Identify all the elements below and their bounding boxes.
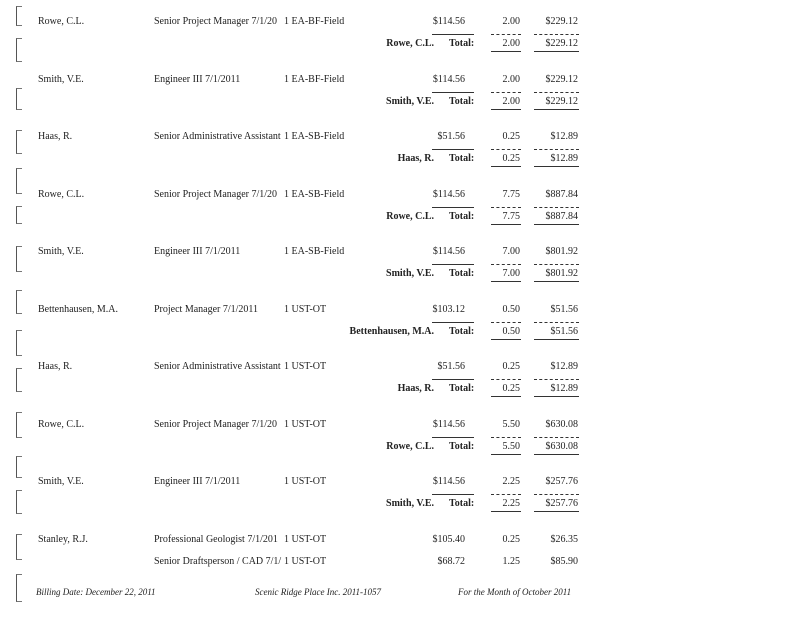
employee-title: Senior Project Manager 7/1/20 bbox=[154, 418, 278, 430]
total-rule bbox=[534, 224, 579, 225]
employee-name: Rowe, C.L. bbox=[38, 418, 85, 430]
subtotal-hours: 7.75 bbox=[502, 210, 520, 222]
employee-name: Rowe, C.L. bbox=[38, 16, 85, 27]
employee-name: Smith, V.E. bbox=[38, 73, 84, 85]
subtotal-label: Total: bbox=[449, 383, 475, 394]
hours-value: 2.00 bbox=[502, 16, 520, 27]
total-rule bbox=[491, 322, 521, 323]
subtotal-amount: $12.89 bbox=[550, 153, 578, 164]
subtotal-label: Total: bbox=[449, 268, 475, 279]
total-rule bbox=[534, 92, 579, 93]
subtotal-name: Haas, R. bbox=[397, 383, 434, 394]
billing-entry bbox=[0, 415, 800, 473]
hourly-rate: $114.56 bbox=[432, 246, 465, 257]
task-code: 1 EA-BF-Field bbox=[284, 73, 345, 85]
subtotal-hours: 2.25 bbox=[502, 498, 520, 509]
subtotal-amount: $801.92 bbox=[545, 268, 578, 279]
task-code: 1 UST-OT bbox=[284, 476, 327, 487]
billing-entry bbox=[0, 127, 800, 185]
task-code: 1 EA-BF-Field bbox=[284, 16, 345, 27]
subtotal-name: Smith, V.E. bbox=[386, 498, 434, 509]
subtotal-hours: 0.25 bbox=[502, 153, 520, 164]
billing-entry bbox=[0, 357, 800, 415]
subtotal-name: Smith, V.E. bbox=[386, 268, 434, 279]
employee-title: Senior Project Manager 7/1/20 bbox=[154, 16, 278, 27]
total-rule bbox=[432, 379, 474, 380]
total-rule bbox=[432, 92, 474, 93]
total-rule bbox=[432, 437, 474, 438]
amount-value: $630.08 bbox=[545, 418, 578, 430]
hourly-rate: $68.72 bbox=[437, 556, 465, 567]
employee-title: Senior Draftsperson / CAD 7/1/ bbox=[154, 556, 282, 567]
subtotal-amount: $12.89 bbox=[550, 383, 578, 394]
subtotal-label: Total: bbox=[449, 38, 475, 49]
hours-value: 0.25 bbox=[502, 131, 520, 142]
total-rule bbox=[432, 322, 474, 323]
amount-value: $229.12 bbox=[545, 73, 578, 85]
employee-name: Smith, V.E. bbox=[38, 246, 84, 257]
hourly-rate: $114.56 bbox=[432, 188, 465, 200]
billing-entry bbox=[0, 472, 800, 530]
employee-title: Senior Administrative Assistant bbox=[154, 131, 281, 142]
subtotal-label: Total: bbox=[449, 95, 475, 107]
employee-title: Engineer III 7/1/2011 bbox=[154, 476, 241, 487]
billing-period: For the Month of October 2011 bbox=[458, 587, 572, 597]
hours-value: 0.50 bbox=[502, 303, 520, 315]
subtotal-label: Total: bbox=[449, 440, 475, 452]
total-rule bbox=[534, 437, 579, 438]
subtotal-amount: $630.08 bbox=[545, 440, 578, 452]
employee-title: Project Manager 7/1/2011 bbox=[154, 303, 259, 315]
total-rule bbox=[491, 166, 521, 167]
subtotal-hours: 5.50 bbox=[502, 440, 520, 452]
subtotal-label: Total: bbox=[449, 153, 475, 164]
total-rule bbox=[534, 339, 579, 340]
total-rule bbox=[491, 281, 521, 282]
total-rule bbox=[534, 322, 579, 323]
hourly-rate: $114.56 bbox=[432, 73, 465, 85]
amount-value: $85.90 bbox=[550, 556, 578, 567]
hourly-rate: $51.56 bbox=[437, 131, 465, 142]
total-rule bbox=[491, 379, 521, 380]
hourly-rate: $114.56 bbox=[432, 476, 465, 487]
hourly-rate: $51.56 bbox=[437, 361, 465, 372]
total-rule bbox=[534, 34, 579, 35]
task-code: 1 EA-SB-Field bbox=[284, 131, 345, 142]
hours-value: 7.00 bbox=[502, 246, 520, 257]
billing-entry bbox=[0, 185, 800, 243]
amount-value: $887.84 bbox=[545, 188, 578, 200]
subtotal-label: Total: bbox=[449, 498, 475, 509]
total-rule bbox=[534, 396, 579, 397]
employee-name: Haas, R. bbox=[38, 361, 73, 372]
total-rule bbox=[534, 281, 579, 282]
employee-title: Engineer III 7/1/2011 bbox=[154, 246, 241, 257]
hours-value: 0.25 bbox=[502, 361, 520, 372]
hours-value: 1.25 bbox=[502, 556, 520, 567]
employee-title: Senior Project Manager 7/1/20 bbox=[154, 188, 278, 200]
subtotal-hours: 2.00 bbox=[502, 38, 520, 49]
total-rule bbox=[432, 149, 474, 150]
employee-name: Bettenhausen, M.A. bbox=[38, 303, 118, 315]
subtotal-name: Bettenhausen, M.A. bbox=[349, 325, 434, 337]
hours-value: 0.25 bbox=[502, 534, 520, 545]
billing-entry bbox=[0, 552, 800, 610]
task-code: 1 UST-OT bbox=[284, 556, 327, 567]
total-rule bbox=[491, 149, 521, 150]
billing-entry bbox=[0, 242, 800, 300]
total-rule bbox=[491, 494, 521, 495]
billing-entry bbox=[0, 300, 800, 358]
total-rule bbox=[534, 494, 579, 495]
task-code: 1 UST-OT bbox=[284, 303, 327, 315]
employee-name: Stanley, R.J. bbox=[38, 534, 88, 545]
hours-value: 7.75 bbox=[502, 188, 520, 200]
total-rule bbox=[491, 437, 521, 438]
subtotal-hours: 2.00 bbox=[502, 95, 520, 107]
total-rule bbox=[432, 34, 474, 35]
task-code: 1 UST-OT bbox=[284, 361, 327, 372]
amount-value: $26.35 bbox=[550, 534, 578, 545]
total-rule bbox=[534, 511, 579, 512]
total-rule bbox=[491, 224, 521, 225]
subtotal-label: Total: bbox=[449, 325, 475, 337]
subtotal-name: Rowe, C.L. bbox=[386, 38, 434, 49]
total-rule bbox=[491, 396, 521, 397]
subtotal-name: Rowe, C.L. bbox=[386, 440, 434, 452]
total-rule bbox=[491, 264, 521, 265]
hourly-rate: $114.56 bbox=[432, 418, 465, 430]
subtotal-label: Total: bbox=[449, 210, 475, 222]
total-rule bbox=[534, 264, 579, 265]
employee-title: Professional Geologist 7/1/201 bbox=[154, 534, 278, 545]
subtotal-name: Rowe, C.L. bbox=[386, 210, 434, 222]
amount-value: $801.92 bbox=[545, 246, 578, 257]
total-rule bbox=[534, 51, 579, 52]
project-name: Scenic Ridge Place Inc. 2011-1057 bbox=[255, 587, 382, 597]
task-code: 1 UST-OT bbox=[284, 418, 327, 430]
task-code: 1 EA-SB-Field bbox=[284, 246, 345, 257]
employee-name: Smith, V.E. bbox=[38, 476, 84, 487]
hourly-rate: $105.40 bbox=[432, 534, 465, 545]
subtotal-hours: 0.50 bbox=[502, 325, 520, 337]
subtotal-amount: $229.12 bbox=[545, 38, 578, 49]
total-rule bbox=[534, 454, 579, 455]
total-rule bbox=[534, 109, 579, 110]
billing-entry bbox=[0, 12, 800, 70]
employee-title: Engineer III 7/1/2011 bbox=[154, 73, 241, 85]
total-rule bbox=[432, 494, 474, 495]
amount-value: $51.56 bbox=[550, 303, 578, 315]
total-rule bbox=[491, 454, 521, 455]
total-rule bbox=[491, 511, 521, 512]
subtotal-amount: $229.12 bbox=[545, 95, 578, 107]
total-rule bbox=[491, 92, 521, 93]
billing-entry bbox=[0, 70, 800, 128]
amount-value: $12.89 bbox=[550, 361, 578, 372]
amount-value: $12.89 bbox=[550, 131, 578, 142]
total-rule bbox=[491, 51, 521, 52]
hours-value: 2.25 bbox=[502, 476, 520, 487]
total-rule bbox=[491, 339, 521, 340]
amount-value: $229.12 bbox=[545, 16, 578, 27]
subtotal-amount: $51.56 bbox=[550, 325, 578, 337]
task-code: 1 EA-SB-Field bbox=[284, 188, 345, 200]
employee-title: Senior Administrative Assistant bbox=[154, 361, 281, 372]
hours-value: 2.00 bbox=[502, 73, 520, 85]
subtotal-hours: 7.00 bbox=[502, 268, 520, 279]
employee-name: Rowe, C.L. bbox=[38, 188, 85, 200]
total-rule bbox=[534, 149, 579, 150]
total-rule bbox=[491, 109, 521, 110]
subtotal-amount: $257.76 bbox=[545, 498, 578, 509]
total-rule bbox=[432, 264, 474, 265]
total-rule bbox=[432, 207, 474, 208]
total-rule bbox=[534, 207, 579, 208]
hourly-rate: $103.12 bbox=[432, 303, 465, 315]
subtotal-hours: 0.25 bbox=[502, 383, 520, 394]
subtotal-name: Smith, V.E. bbox=[386, 95, 434, 107]
amount-value: $257.76 bbox=[545, 476, 578, 487]
task-code: 1 UST-OT bbox=[284, 534, 327, 545]
hourly-rate: $114.56 bbox=[432, 16, 465, 27]
total-rule bbox=[491, 34, 521, 35]
billing-date: Billing Date: December 22, 2011 bbox=[36, 587, 156, 597]
employee-name: Haas, R. bbox=[38, 131, 73, 142]
subtotal-amount: $887.84 bbox=[545, 210, 578, 222]
total-rule bbox=[534, 379, 579, 380]
total-rule bbox=[491, 207, 521, 208]
total-rule bbox=[534, 166, 579, 167]
hours-value: 5.50 bbox=[502, 418, 520, 430]
subtotal-name: Haas, R. bbox=[397, 153, 434, 164]
